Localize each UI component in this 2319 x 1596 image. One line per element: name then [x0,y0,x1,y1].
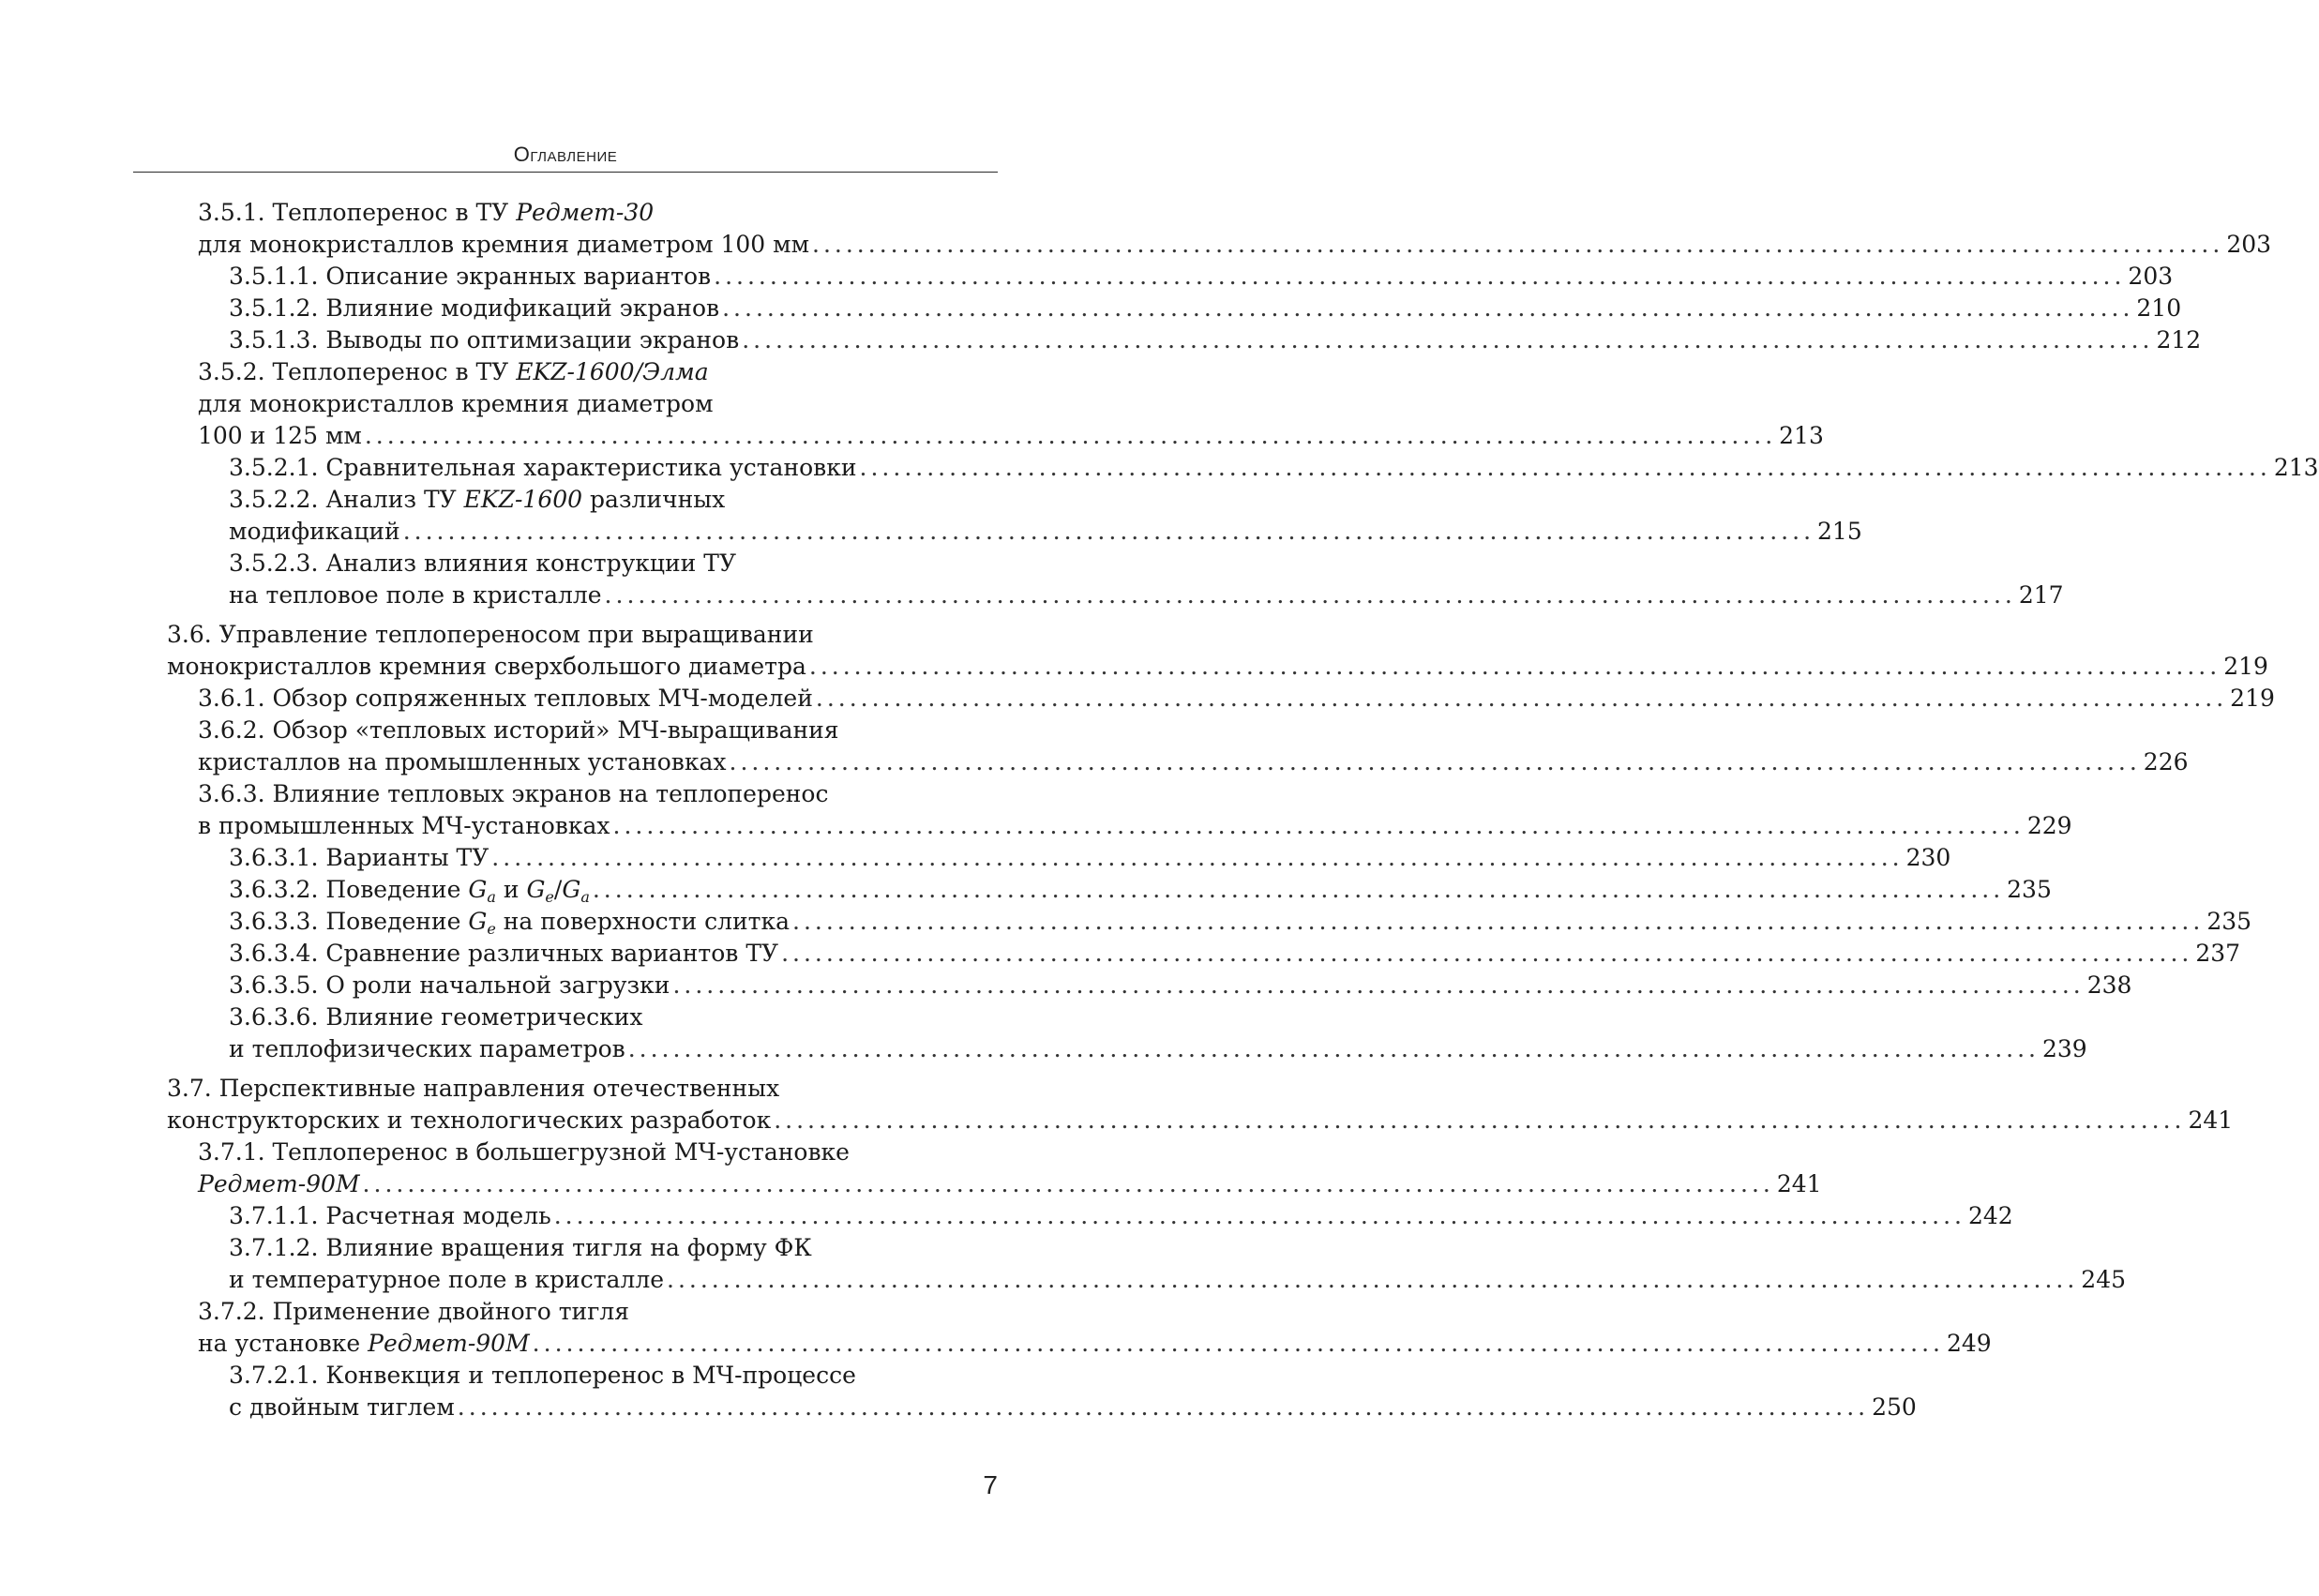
toc-page-number: 250 [1872,1393,1917,1421]
toc-entry[interactable] [0,970,2132,1001]
leader-dots: .............................................................................................................................. [792,908,2205,935]
toc-page-number: 203 [2226,231,2272,258]
toc-entry[interactable]: 3.5.2.2. Анализ ТУ EKZ-1600 различных модификаций .............................................................................................................................. 215 [0,484,1125,548]
toc-entry-title: Редмет-90М [198,1170,360,1197]
table-of-contents [0,197,2319,1423]
toc-page-number: 219 [2230,685,2275,712]
toc-entry-title: в промышленных МЧ-установках [198,812,610,839]
toc-entry[interactable]: 3.6.3. Влияние тепловых экранов на теплоперенос в промышленных МЧ-установках .............................................................................................................................. 229 [0,778,1125,842]
toc-entry[interactable]: 3.7.1.2. Влияние вращения тигля на форму ФК и температурное поле в кристалле .............................................................................................................................. 245 [0,1232,1125,1296]
page-number: 7 [983,1470,998,1499]
toc-entry[interactable] [0,1200,2013,1232]
leader-dots: .............................................................................................................................. [812,231,2224,258]
toc-page-number: 242 [1968,1202,2013,1229]
toc-entry-title: 3.6.3.2. Поведение $G_a$ и $G_e/G_a$ [229,876,590,906]
toc-entry[interactable] [0,324,2202,356]
toc-entry-title: 3.6.3.3. Поведение $G_e$ на поверхности слитка [229,908,791,938]
leader-dots: .............................................................................................................................. [808,653,2221,680]
leader-dots: .............................................................................................................................. [815,685,2228,712]
leader-dots: .............................................................................................................................. [722,294,2134,322]
toc-page-number: 245 [2081,1266,2127,1293]
section-gap [0,611,1125,619]
toc-page-number: 229 [2026,812,2072,839]
leader-dots: .............................................................................................................................. [553,1202,1965,1229]
header-rule [133,172,998,173]
leader-dots: .............................................................................................................................. [859,454,2271,481]
toc-page-number: 215 [1817,518,1862,545]
toc-entry[interactable]: 3.6.2. Обзор «тепловых историй» МЧ-выращивания кристаллов на промышленных установках .............................................................................................................................. 226 [0,715,1125,778]
toc-page-number: 238 [2086,971,2132,999]
leader-dots: .............................................................................................................................. [742,326,2154,354]
toc-entry[interactable]: 3.5.1. Теплоперенос в ТУ Редмет-30 для монокристаллов кремния диаметром 100 мм .............................................................................................................................. 203 [0,197,1125,261]
toc-entry-title: 3.6.1. Обзор сопряженных тепловых МЧ-моделей [198,685,813,712]
toc-entry[interactable]: 3.6. Управление теплопереносом при выращивании монокристаллов кремния сверхбольшого диаметра .............................................................................................................................. 219 [0,619,1125,683]
leader-dots: .............................................................................................................................. [532,1330,1944,1357]
toc-page-number: 212 [2156,326,2202,354]
toc-page-number: 226 [2143,748,2189,775]
toc-entry-title: 3.5.1.3. Выводы по оптимизации экранов [229,326,740,354]
toc-entry-title: на тепловое поле в кристалле [229,581,602,609]
toc-entry-title: с двойным тиглем [229,1393,455,1421]
toc-entry-title: 3.6.3.5. О роли начальной загрузки [229,971,670,999]
leader-dots: .............................................................................................................................. [672,971,2085,999]
toc-entry-title: и температурное поле в кристалле [229,1266,664,1293]
leader-dots: .............................................................................................................................. [402,518,1815,545]
toc-page-number: 235 [2206,908,2252,935]
leader-dots: .............................................................................................................................. [604,581,2016,609]
leader-dots: .............................................................................................................................. [667,1266,2079,1293]
toc-page-number: 213 [1779,422,1824,449]
toc-entry-title: 3.7.1.1. Расчетная модель [229,1202,551,1229]
toc-entry[interactable] [0,452,2319,484]
toc-entry[interactable]: 3.5.2. Теплоперенос в ТУ EKZ-1600/Элма для монокристаллов кремния диаметром 100 и 125 мм .............................................................................................................................. 213 [0,356,1125,452]
running-header: Оглавление [513,143,618,166]
toc-entry-title: конструкторских и технологических разработок [167,1107,772,1134]
toc-page-number: 235 [2007,876,2052,903]
toc-page-number: 241 [1776,1170,1822,1197]
toc-entry-title: 3.6.3.1. Варианты ТУ [229,844,489,871]
toc-entry[interactable] [0,938,2241,970]
toc-page-number: 239 [2042,1035,2087,1062]
toc-entry-title: 100 и 125 мм [198,422,362,449]
toc-entry[interactable]: 3.6.3.6. Влияние геометрических и теплофизических параметров .............................................................................................................................. 239 [0,1001,1125,1065]
toc-entry[interactable] [0,842,1951,874]
toc-entry-title: кристаллов на промышленных установках [198,748,727,775]
toc-page-number: 213 [2273,454,2319,481]
toc-entry[interactable] [0,683,2275,715]
leader-dots: .............................................................................................................................. [364,422,1777,449]
section-gap [0,1065,1125,1073]
toc-entry[interactable]: 3.7.1. Теплоперенос в большегрузной МЧ-установке Редмет-90М .............................................................................................................................. 241 [0,1137,1125,1200]
toc-entry[interactable]: 3.7.2.1. Конвекция и теплоперенос в МЧ-процессе с двойным тиглем .............................................................................................................................. 250 [0,1360,1125,1423]
toc-entry-title: 3.5.1.1. Описание экранных вариантов [229,263,712,290]
leader-dots: .............................................................................................................................. [781,940,2193,967]
leader-dots: .............................................................................................................................. [362,1170,1774,1197]
toc-entry-title: 3.5.2.1. Сравнительная характеристика установки [229,454,857,481]
leader-dots: .............................................................................................................................. [729,748,2141,775]
toc-entry-title: 3.6.3.4. Сравнение различных вариантов ТУ [229,940,779,967]
toc-entry-title: монокристаллов кремния сверхбольшого диаметра [167,653,806,680]
leader-dots: .............................................................................................................................. [491,844,1904,871]
leader-dots: .............................................................................................................................. [612,812,2025,839]
leader-dots: .............................................................................................................................. [627,1035,2040,1062]
leader-dots: .............................................................................................................................. [774,1107,2186,1134]
toc-entry[interactable] [0,261,2174,293]
toc-entry-title: на установке Редмет-90М [198,1330,530,1357]
toc-page-number: 210 [2136,294,2182,322]
toc-entry[interactable] [0,906,2252,938]
leader-dots: .............................................................................................................................. [457,1393,1870,1421]
leader-dots: .............................................................................................................................. [592,876,2005,903]
toc-entry[interactable]: 3.7. Перспективные направления отечественных конструкторских и технологических разработок .............................................................................................................................. 241 [0,1073,1125,1137]
toc-entry[interactable] [0,293,2182,324]
toc-page-number: 249 [1946,1330,1992,1357]
toc-page-number: 217 [2018,581,2064,609]
toc-entry-title: и теплофизических параметров [229,1035,625,1062]
leader-dots: .............................................................................................................................. [714,263,2126,290]
toc-entry[interactable]: 3.7.2. Применение двойного тигля на установке Редмет-90М .............................................................................................................................. 249 [0,1296,1125,1360]
toc-entry[interactable]: 3.5.2.3. Анализ влияния конструкции ТУ на тепловое поле в кристалле .............................................................................................................................. 217 [0,548,1125,611]
toc-entry-title: 3.5.1.2. Влияние модификаций экранов [229,294,720,322]
toc-page-number: 237 [2195,940,2241,967]
toc-page-number: 241 [2188,1107,2234,1134]
toc-page-number: 219 [2223,653,2268,680]
toc-entry-title: для монокристаллов кремния диаметром 100 мм [198,231,810,258]
toc-page-number: 203 [2128,263,2174,290]
toc-entry-title: модификаций [229,518,400,545]
toc-page-number: 230 [1905,844,1951,871]
toc-entry[interactable] [0,874,2052,906]
